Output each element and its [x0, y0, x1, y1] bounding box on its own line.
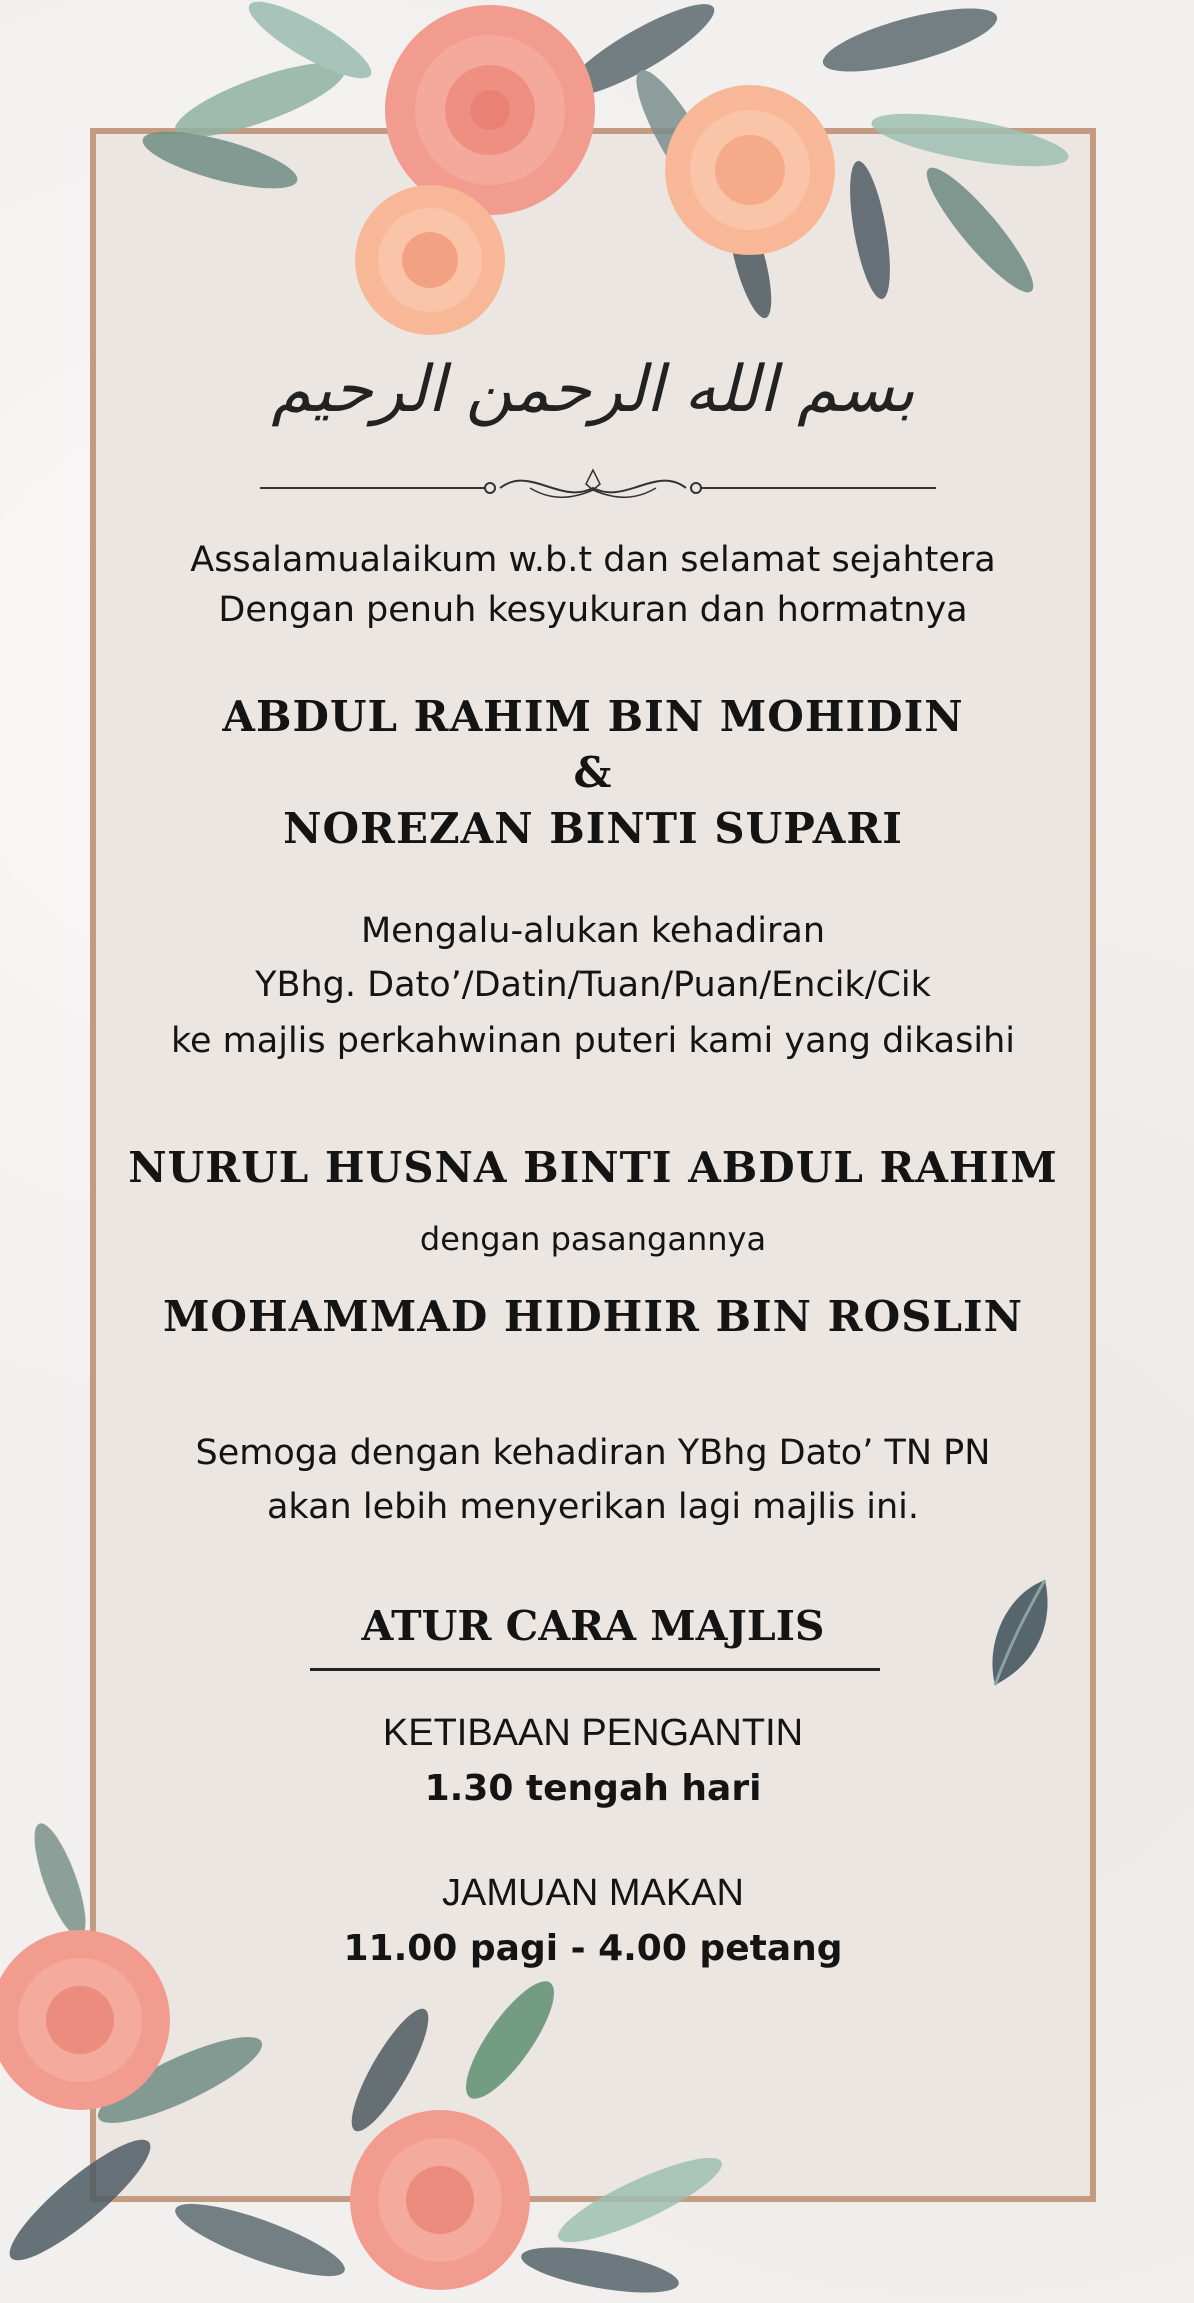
- wish-line-1: Semoga dengan kehadiran YBhg Dato’ TN PN: [195, 1433, 991, 1473]
- invitation-line-2: YBhg. Dato’/Datin/Tuan/Puan/Encik/Cik: [255, 965, 931, 1005]
- wish-line-2: akan lebih menyerikan lagi majlis ini.: [266, 1487, 919, 1527]
- schedule-title-underline: [310, 1668, 880, 1671]
- greeting-line-2: Dengan penuh kesyukuran dan hormatnya: [218, 590, 968, 630]
- father-name: ABDUL RAHIM BIN MOHIDIN: [222, 692, 964, 741]
- bismillah-calligraphy: [90, 340, 1096, 460]
- event-label-feast: JAMUAN MAKAN: [442, 1872, 744, 1914]
- event-label-arrival: KETIBAAN PENGANTIN: [382, 1712, 804, 1754]
- greeting-line-1: Assalamualaikum w.b.t dan selamat sejahtera: [190, 540, 996, 580]
- bismillah-text: بسم الله الرحمن الرحيم: [271, 353, 915, 427]
- mother-name: NOREZAN BINTI SUPARI: [283, 804, 903, 853]
- ampersand: &: [573, 748, 613, 797]
- event-time-feast: 11.00 pagi - 4.00 petang: [343, 1928, 843, 1969]
- groom-name: MOHAMMAD HIDHIR BIN ROSLIN: [162, 1292, 1024, 1341]
- ornament-divider: [90, 460, 1096, 510]
- schedule-title: ATUR CARA MAJLIS: [361, 1602, 825, 1650]
- invitation-line-1: Mengalu-alukan kehadiran: [360, 911, 826, 951]
- invitation-content: [90, 0, 1096, 2303]
- leaf-icon: [24, 1820, 95, 1942]
- couple-connector: dengan pasangannya: [419, 1220, 767, 1258]
- bride-name: NURUL HUSNA BINTI ABDUL RAHIM: [128, 1143, 1058, 1192]
- ornament-divider-icon: [90, 460, 1096, 510]
- invitation-line-3: ke majlis perkahwinan puteri kami yang dikasihi: [171, 1021, 1015, 1061]
- event-time-arrival: 1.30 tengah hari: [424, 1768, 762, 1809]
